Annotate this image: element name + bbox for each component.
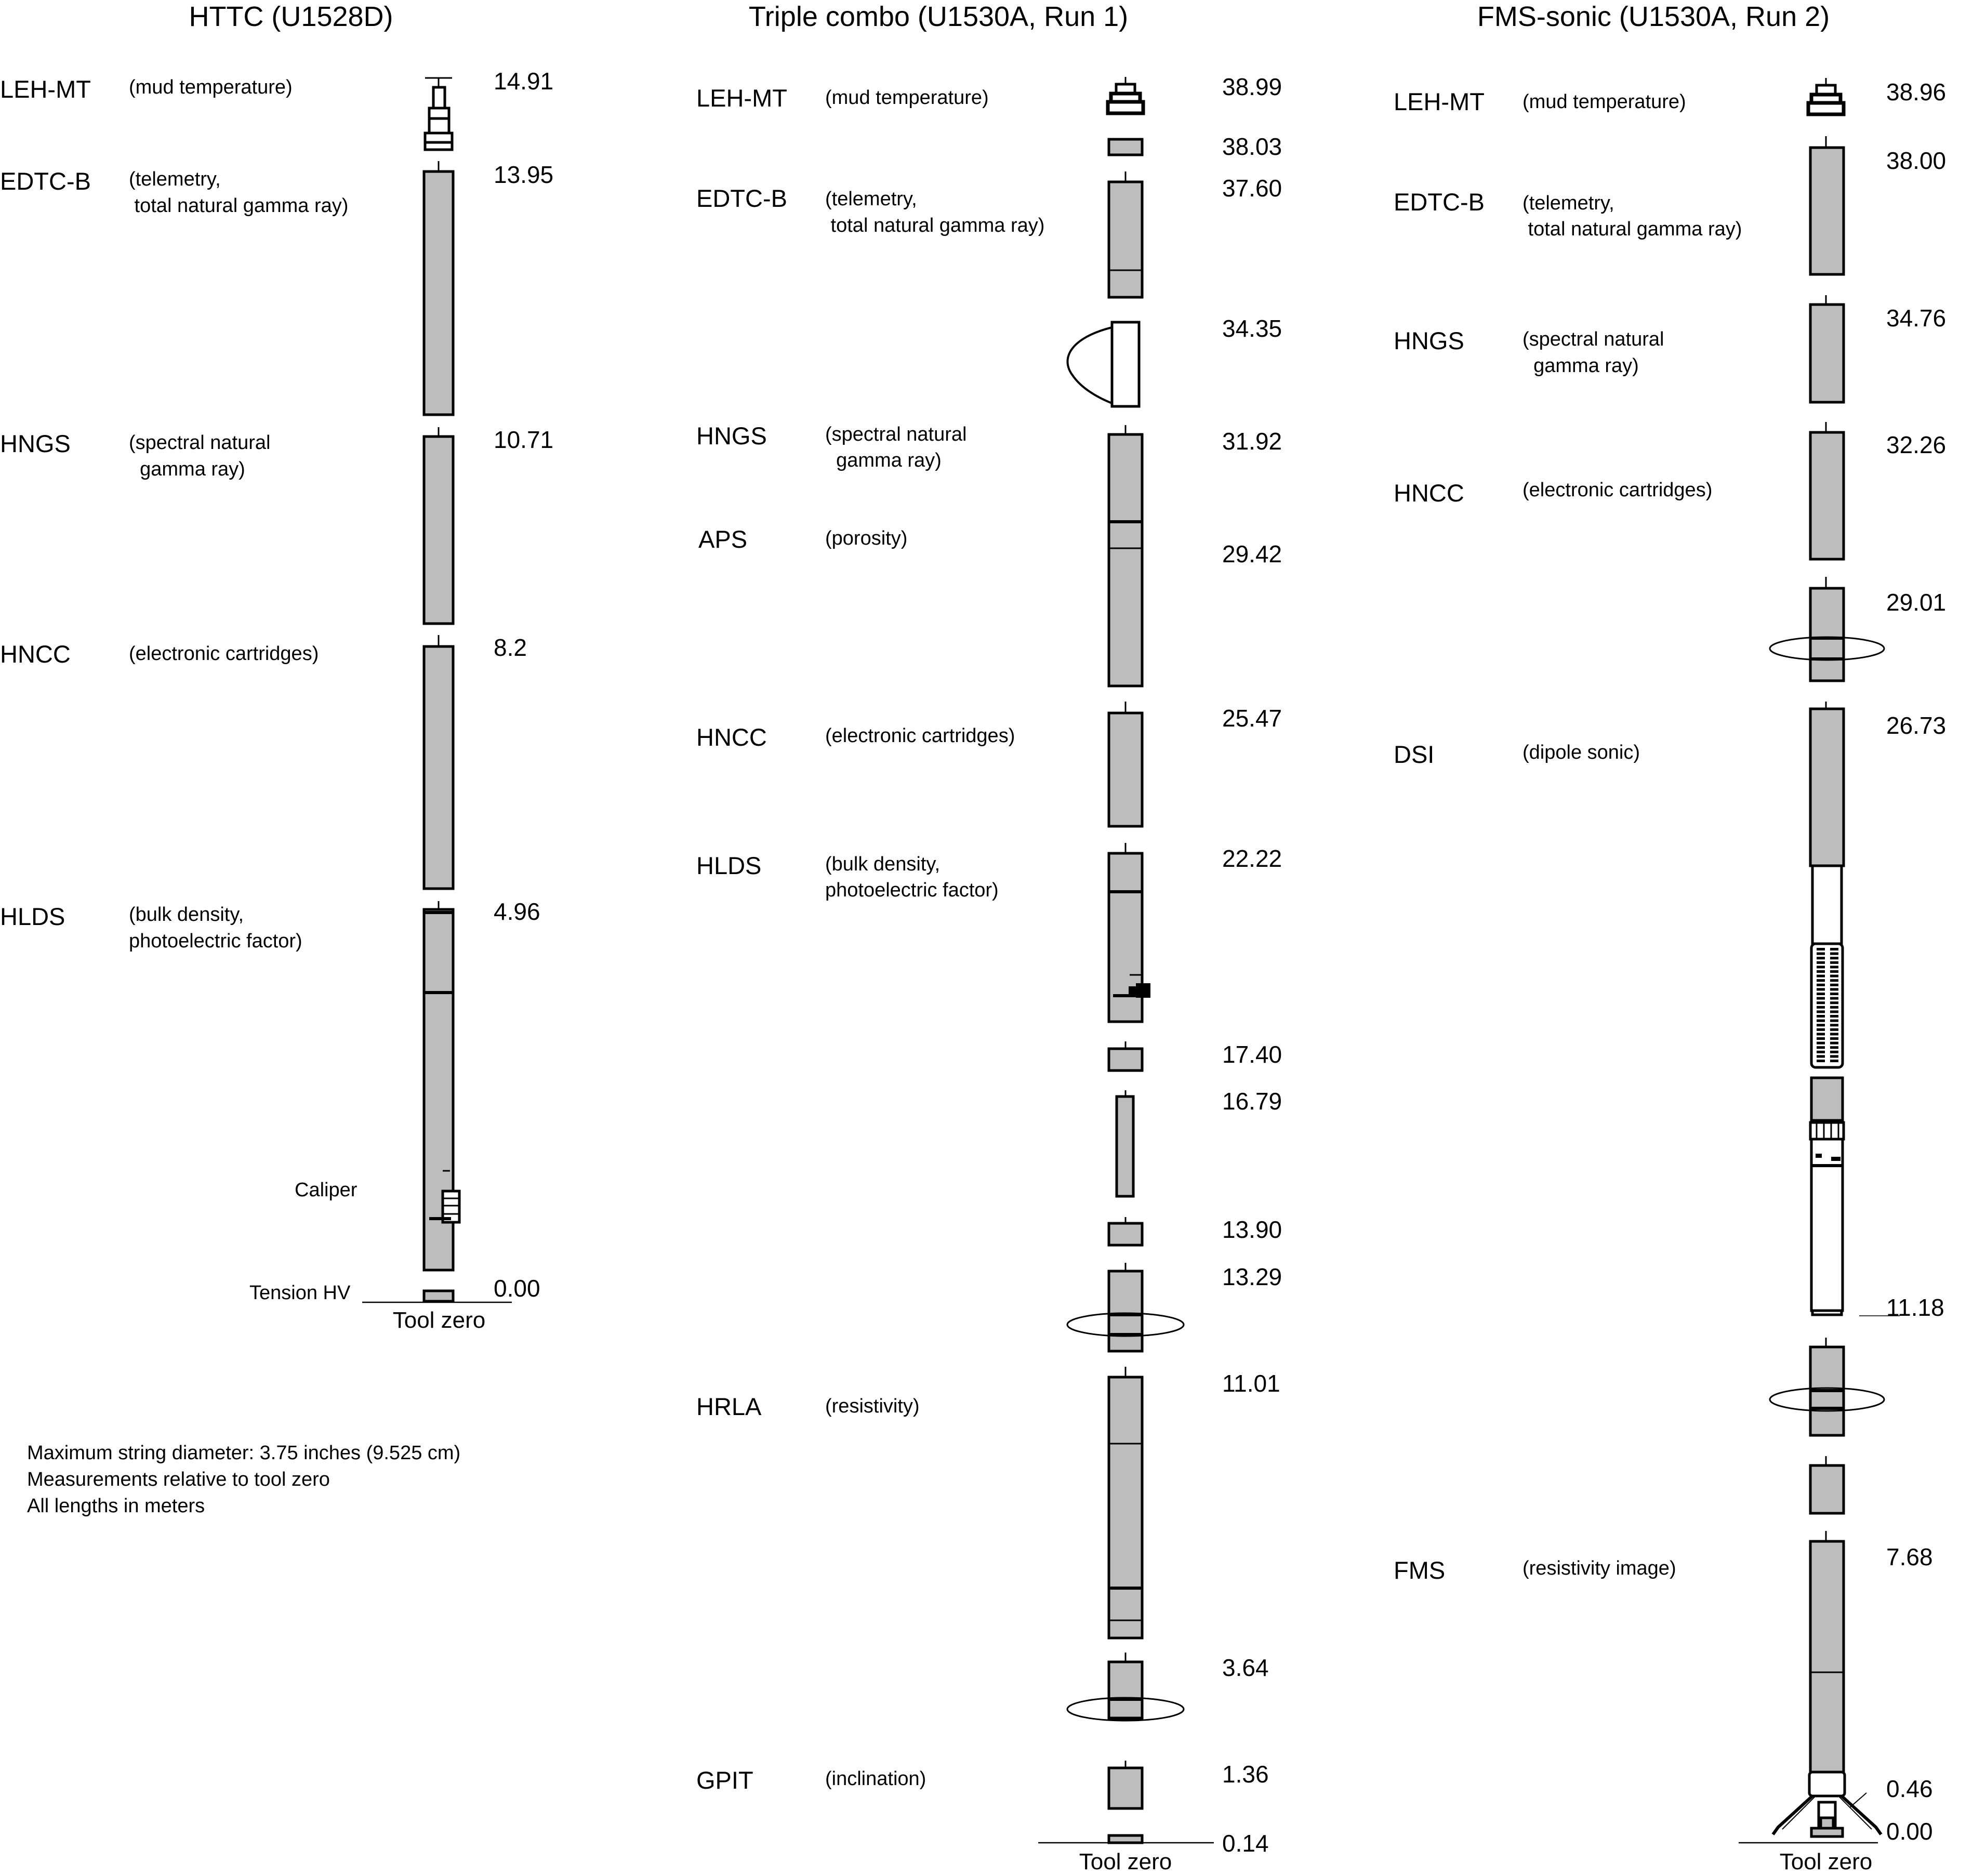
receiver-slot — [1830, 953, 1838, 955]
hrla-body — [1109, 1377, 1142, 1638]
depth-label: 17.40 — [1222, 1041, 1282, 1068]
depth-label: 25.47 — [1222, 705, 1282, 732]
depth-label: 22.22 — [1222, 845, 1282, 872]
depth-label: 34.76 — [1886, 305, 1947, 332]
fms-body — [1810, 1541, 1844, 1772]
tool-name: HLDS — [696, 852, 762, 879]
receiver-slot — [1817, 1006, 1825, 1009]
depth-label: 16.79 — [1222, 1088, 1282, 1115]
receiver-slot — [1817, 1028, 1825, 1031]
receiver-slot — [1830, 1060, 1838, 1062]
tool-desc: (spectral natural — [129, 432, 271, 454]
receiver-slot — [1817, 948, 1825, 950]
receiver-slot — [1817, 997, 1825, 1000]
column-fms-sonic — [1394, 1, 1946, 1874]
receiver-slot — [1830, 1020, 1838, 1022]
tool-desc: (porosity) — [825, 527, 908, 549]
receiver-slot — [1830, 1028, 1838, 1031]
dsi-electronics-body — [1810, 709, 1844, 866]
leh-mt-head — [1808, 78, 1844, 114]
receiver-slot — [1817, 966, 1825, 968]
tool-desc: (telemetry, — [825, 188, 917, 210]
depth-label: 3.64 — [1222, 1654, 1269, 1681]
tension-hv-body — [424, 1291, 453, 1301]
tool-desc: (inclination) — [825, 1768, 926, 1790]
tool-desc: (resistivity) — [825, 1395, 920, 1417]
bottom-nose-body — [1109, 1835, 1142, 1843]
tool-desc: (dipole sonic) — [1522, 742, 1640, 763]
receiver-slot — [1817, 1001, 1825, 1004]
tool-name: HNGS — [0, 430, 71, 457]
depth-label: 0.00 — [1886, 1818, 1933, 1845]
tool-name: DSI — [1394, 741, 1435, 768]
receiver-slot — [1817, 993, 1825, 995]
receiver-slot — [1830, 993, 1838, 995]
tool-desc: (mud temperature) — [1522, 91, 1686, 113]
tool-desc: (electronic cartridges) — [1522, 479, 1713, 501]
receiver-slot — [1817, 1037, 1825, 1040]
receiver-slot — [1817, 1033, 1825, 1035]
tool-name: HNGS — [696, 422, 767, 450]
depth-label: 31.92 — [1222, 428, 1282, 455]
hncc-body — [1109, 713, 1142, 826]
spacer-body — [1810, 1465, 1844, 1513]
spacer-body — [1109, 1223, 1142, 1245]
depth-label: 0.14 — [1222, 1830, 1269, 1857]
fms-pads — [1773, 1772, 1881, 1837]
receiver-slot — [1830, 1024, 1838, 1026]
tool-zero-label: Tool zero — [1079, 1849, 1172, 1874]
tool-desc: (electronic cartridges) — [825, 725, 1015, 747]
tool-desc: (bulk density, — [825, 853, 941, 875]
tool-desc: gamma ray) — [825, 450, 942, 471]
tool-name: HRLA — [696, 1393, 762, 1420]
tool-name: EDTC-B — [0, 167, 91, 195]
note-line: All lengths in meters — [27, 1495, 205, 1517]
tool-desc: photoelectric factor) — [129, 930, 302, 952]
tool-desc: (electronic cartridges) — [129, 643, 319, 665]
receiver-slot — [1817, 953, 1825, 955]
depth-label: 1.36 — [1222, 1761, 1269, 1788]
dsi-section-body — [1811, 1078, 1843, 1120]
column-title: FMS-sonic (U1530A, Run 2) — [1477, 1, 1830, 32]
tool-desc: gamma ray) — [1522, 355, 1639, 377]
receiver-slot — [1830, 970, 1838, 973]
tool-name: EDTC-B — [1394, 188, 1485, 216]
edtc-b-body — [1810, 148, 1844, 274]
hncc-body — [1810, 432, 1844, 559]
tool-desc: (telemetry, — [1522, 192, 1614, 214]
receiver-slot — [1830, 984, 1838, 986]
receiver-slot — [1830, 1006, 1838, 1009]
column-title: Triple combo (U1530A, Run 1) — [748, 1, 1129, 32]
centralizer-bowspring — [1067, 322, 1139, 406]
receiver-slot — [1830, 961, 1838, 964]
receiver-slot — [1830, 979, 1838, 982]
column-httc — [0, 1, 553, 1333]
depth-label: 14.91 — [494, 68, 554, 95]
receiver-slot — [1830, 1001, 1838, 1004]
depth-label: 0.00 — [494, 1275, 540, 1302]
hngs-aps-body — [1109, 434, 1142, 686]
edtc-b-body — [424, 171, 453, 415]
edtc-b-body — [1109, 182, 1142, 297]
depth-label: 11.01 — [1222, 1370, 1280, 1397]
receiver-slot — [1830, 1033, 1838, 1035]
depth-label: 13.29 — [1222, 1263, 1282, 1290]
receiver-slot — [1830, 1042, 1838, 1045]
depth-label: 10.71 — [494, 426, 554, 453]
receiver-slot — [1817, 1042, 1825, 1045]
tool-desc: (telemetry, — [129, 168, 221, 190]
depth-label: 38.96 — [1886, 78, 1947, 105]
dsi-bottom-cap — [1812, 1311, 1842, 1315]
dsi-isolator — [1812, 866, 1842, 944]
tool-desc: total natural gamma ray) — [129, 195, 349, 217]
receiver-slot — [1830, 1046, 1838, 1049]
tension-label: Tension HV — [249, 1282, 351, 1304]
receiver-slot — [1817, 984, 1825, 986]
tool-zero-label: Tool zero — [1779, 1849, 1873, 1874]
depth-label: 29.42 — [1222, 540, 1282, 567]
receiver-slot — [1817, 1020, 1825, 1022]
tool-name: LEH-MT — [1394, 88, 1485, 115]
tool-desc: total natural gamma ray) — [825, 215, 1045, 236]
receiver-slot — [1830, 1051, 1838, 1053]
hngs-body — [424, 437, 453, 624]
tool-name: APS — [698, 525, 748, 553]
receiver-slot — [1817, 1024, 1825, 1026]
adapter-body — [1109, 139, 1142, 155]
depth-label: 4.96 — [494, 898, 540, 925]
receiver-slot — [1817, 988, 1825, 990]
tool-name: GPIT — [696, 1766, 753, 1794]
column-title: HTTC (U1528D) — [189, 1, 393, 32]
depth-label: 13.90 — [1222, 1216, 1282, 1243]
depth-label: 13.95 — [494, 161, 554, 188]
tool-name: HNGS — [1394, 327, 1464, 354]
depth-label: 8.2 — [494, 634, 527, 661]
receiver-slot — [1817, 1055, 1825, 1058]
tool-name: FMS — [1394, 1556, 1446, 1584]
receiver-slot — [1817, 979, 1825, 982]
tool-desc: (spectral natural — [825, 424, 967, 445]
caliper-label: Caliper — [295, 1179, 358, 1201]
tool-name: HNCC — [1394, 479, 1464, 507]
tool-name: EDTC-B — [696, 184, 787, 212]
receiver-slot — [1817, 1060, 1825, 1062]
tool-desc: total natural gamma ray) — [1522, 218, 1742, 240]
leh-mt-head — [425, 78, 452, 150]
tool-zero-label: Tool zero — [392, 1307, 486, 1333]
tool-name: LEH-MT — [696, 84, 787, 112]
tool-desc: (mud temperature) — [129, 76, 293, 98]
depth-label: 29.01 — [1886, 589, 1947, 616]
depth-label: 0.46 — [1886, 1775, 1933, 1802]
receiver-slot — [1817, 975, 1825, 977]
depth-label: 38.99 — [1222, 73, 1282, 100]
gpit-body — [1109, 1768, 1142, 1808]
receiver-slot — [1817, 1051, 1825, 1053]
notes-block — [27, 1442, 460, 1517]
receiver-slot — [1830, 1015, 1838, 1018]
column-triple-combo — [696, 1, 1282, 1874]
centralizer-body — [1109, 1662, 1142, 1718]
spacer-body — [1109, 1049, 1142, 1071]
receiver-slot — [1817, 1010, 1825, 1013]
tool-name: HLDS — [0, 903, 65, 930]
receiver-slot — [1830, 1010, 1838, 1013]
receiver-slot — [1830, 1055, 1838, 1058]
hncc-body — [424, 646, 453, 889]
note-line: Measurements relative to tool zero — [27, 1469, 330, 1490]
tool-name: HNCC — [696, 723, 767, 751]
depth-label: 26.73 — [1886, 712, 1947, 739]
depth-label: 37.60 — [1222, 175, 1282, 202]
receiver-slot — [1817, 1015, 1825, 1018]
tool-desc: (bulk density, — [129, 904, 244, 926]
receiver-slot — [1830, 966, 1838, 968]
depth-label: 34.35 — [1222, 315, 1282, 342]
receiver-slot — [1830, 1037, 1838, 1040]
depth-label: 7.68 — [1886, 1543, 1933, 1570]
receiver-slot — [1830, 975, 1838, 977]
tool-name: HNCC — [0, 640, 71, 668]
tool-desc: (spectral natural — [1522, 328, 1664, 350]
tool-desc: photoelectric factor) — [825, 879, 999, 901]
leh-mt-head — [1108, 77, 1143, 113]
centralizer-body — [1109, 1271, 1142, 1351]
receiver-slot — [1817, 970, 1825, 973]
receiver-slot — [1830, 988, 1838, 990]
hngs-body — [1810, 305, 1844, 402]
depth-label: 38.00 — [1886, 147, 1947, 174]
tool-name: LEH-MT — [0, 75, 91, 103]
note-line: Maximum string diameter: 3.75 inches (9.525 cm) — [27, 1442, 461, 1464]
depth-label: 11.18 — [1886, 1294, 1944, 1321]
tool-desc: (resistivity image) — [1522, 1557, 1676, 1579]
tool-desc: (mud temperature) — [825, 87, 989, 109]
tool-desc: gamma ray) — [129, 458, 245, 480]
centralizer-body — [1810, 588, 1844, 681]
receiver-slot — [1830, 997, 1838, 1000]
depth-label: 38.03 — [1222, 133, 1282, 160]
receiver-slot — [1817, 961, 1825, 964]
receiver-slot — [1830, 948, 1838, 950]
depth-label: 32.26 — [1886, 431, 1947, 458]
receiver-slot — [1817, 1046, 1825, 1049]
receiver-slot — [1817, 957, 1825, 959]
receiver-slot — [1830, 957, 1838, 959]
knuckle-body — [1117, 1096, 1133, 1196]
